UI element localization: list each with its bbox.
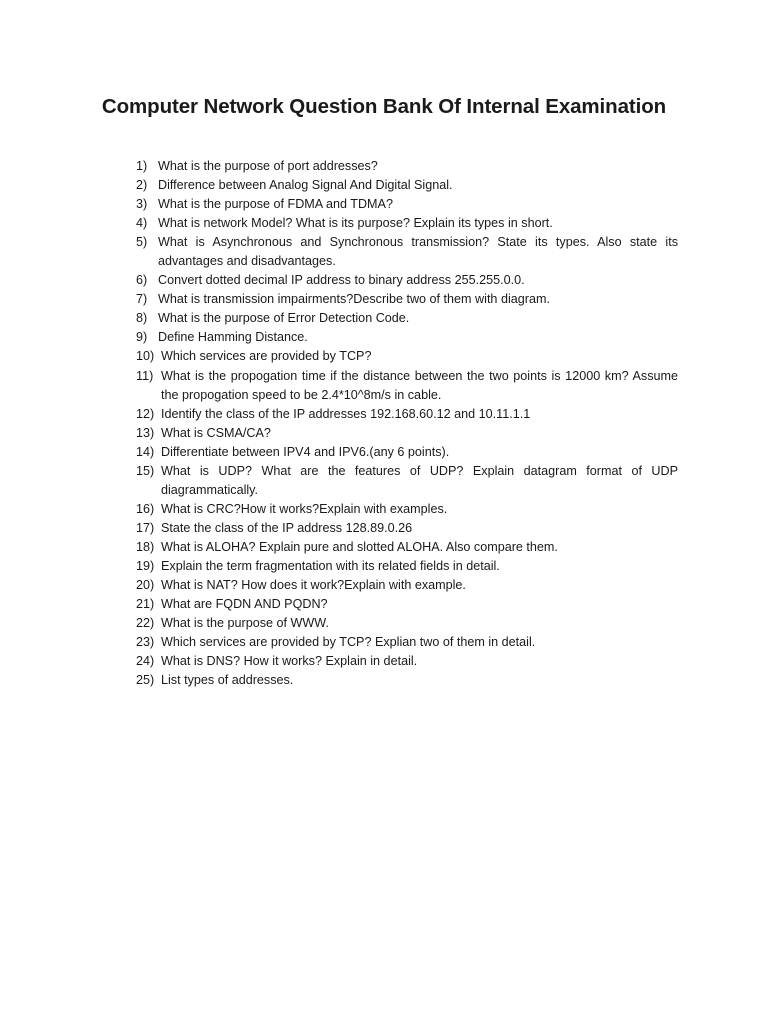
question-item [136,500,678,519]
question-item [136,424,678,443]
question-item [136,405,678,424]
question-number: 3) [136,197,148,212]
question-text: What is the propogation time if the distance between the two points is 12000 km? Assume the propogation speed to be 2.4*10^8m/s in cable. [161,368,678,402]
question-number: 14) [136,444,155,459]
question-item [136,595,678,614]
question-item [136,671,678,690]
question-text: Explain the term fragmentation with its related fields in detail. [161,558,500,573]
question-item [136,347,678,366]
question-text: What is the purpose of port addresses? [158,159,378,173]
question-item [136,367,678,405]
question-item [136,195,678,214]
question-number: 21) [136,597,155,612]
question-item [136,290,678,309]
question-text: Convert dotted decimal IP address to binary address 255.255.0.0. [158,273,525,288]
question-item [136,157,678,176]
question-number: 11) [136,368,154,383]
question-list [136,157,678,690]
question-item [136,328,678,347]
question-text: What is UDP? What are the features of UDP? Explain datagram format of UDP diagrammatically. [161,463,678,497]
question-text: What are FQDN AND PQDN? [161,597,328,612]
question-item [136,309,678,328]
question-text: What is DNS? How it works? Explain in detail. [161,654,418,669]
question-item [136,519,678,538]
question-text: Identify the class of the IP addresses 192.168.60.12 and 10.11.1.1 [161,406,531,421]
question-text: Differentiate between IPV4 and IPV6.(any 6 points). [161,444,450,459]
question-item [136,633,678,652]
question-text: Which services are provided by TCP? [161,349,372,364]
question-number: 12) [136,406,155,421]
question-item [136,233,678,271]
question-item [136,462,678,500]
question-text: What is Asynchronous and Synchronous transmission? State its types. Also state its advantages and disadvantages. [158,235,678,269]
question-item [136,176,678,195]
question-number: 7) [136,292,148,307]
question-text: Difference between Analog Signal And Digital Signal. [158,178,453,193]
question-item [136,614,678,633]
question-number: 17) [136,520,155,535]
question-number: 2) [136,178,148,193]
question-text: What is network Model? What is its purpose? Explain its types in short. [158,216,553,231]
question-text: State the class of the IP address 128.89.0.26 [161,520,413,535]
question-text: What is CSMA/CA? [161,425,271,440]
question-number: 24) [136,654,155,669]
question-number: 20) [136,578,155,593]
question-text: What is the purpose of WWW. [161,616,329,631]
question-number: 25) [136,673,155,688]
question-text: What is ALOHA? Explain pure and slotted ALOHA. Also compare them. [161,539,558,554]
question-number: 4) [136,216,148,231]
question-number: 15) [136,463,155,478]
question-number: 16) [136,501,155,516]
question-item [136,557,678,576]
question-text: What is the purpose of FDMA and TDMA? [158,197,393,212]
question-item [136,271,678,290]
question-text: List types of addresses. [161,673,294,688]
question-item [136,576,678,595]
question-text: What is the purpose of Error Detection Code. [158,311,410,326]
question-number: 13) [136,425,155,440]
question-number: 6) [136,273,148,288]
question-number: 22) [136,616,155,631]
question-item [136,214,678,233]
question-text: Which services are provided by TCP? Explian two of them in detail. [161,635,536,650]
question-number: 8) [136,311,148,326]
question-number: 18) [136,539,155,554]
question-number: 10) [136,349,155,364]
question-text: What is NAT? How does it work?Explain with example. [161,578,466,593]
document-title: Computer Network Question Bank Of Internal Examination [101,95,667,118]
question-number: 1) [136,159,148,173]
question-item [136,652,678,671]
question-number: 9) [136,330,148,345]
question-text: Define Hamming Distance. [158,330,308,345]
question-text: What is CRC?How it works?Explain with examples. [161,501,448,516]
question-text: What is transmission impairments?Describe two of them with diagram. [158,292,550,307]
question-number: 5) [136,235,148,250]
question-number: 19) [136,558,155,573]
question-item [136,443,678,462]
question-item [136,538,678,557]
question-number: 23) [136,635,155,650]
